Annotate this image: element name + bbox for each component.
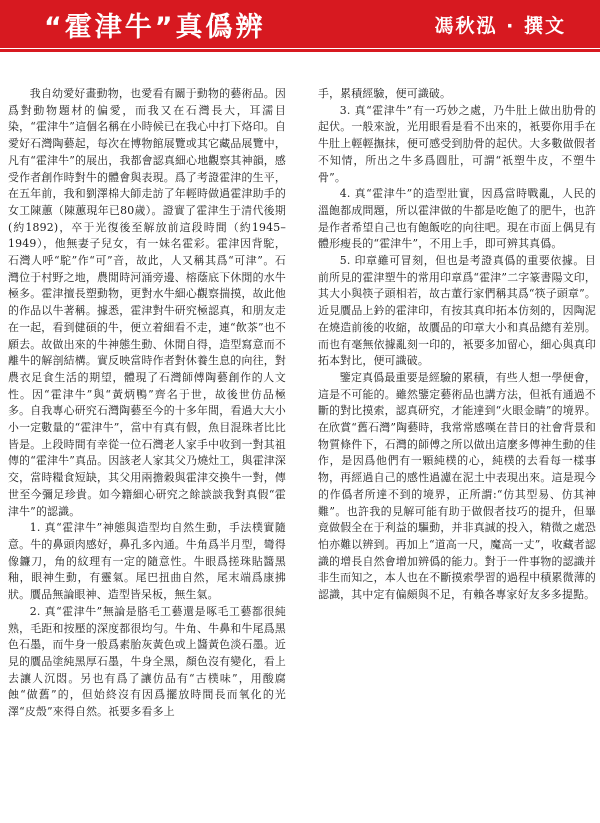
- paragraph-conclusion: 鑒定真僞最重要是經驗的累積，有些人想一學便會，這是不可能的。雖然鑒定藝術品也講方法，但祇有通過不斷的對比摸索，認真研究，才能達到“火眼金睛”的境界。在欣賞“舊石灣”陶藝時，我常常感嘆在昔日的社會背景和物質條件下，石灣的師傅之所以做出這麼多傳神生動的佳作，是因爲他們有一顆純樸的心，純樸的去看每一樣事物，再經過自己的感性過濾在泥土中表現出來。這是現今的作僞者所達不到的境界，正所謂:“仿其型易、仿其神難”。也許我的見解可能有助于做假者技巧的提升，但畢竟做假全在于利益的驅動，并非真誠的投入，精微之處恐怕亦難以辨到。再加上“道高一尺，魔高一丈”，收藏者認識的增長自然會增加辨僞的能力。對于一件事物的認識并非生而知之，本人也在不斷摸索學習的過程中積累微薄的認識，其中定有偏頗與不足，有賴各專家好友多多提點。: [318, 370, 596, 602]
- left-column: [8, 86, 286, 810]
- paragraph-point-5: 5. 印章雖可冒刻，但也是考證真僞的重要依據。目前所見的霍津塑牛的常用印章爲“霍津”二字篆書陽文印，其大小與筷子頭相若，故古董行家們稱其爲“筷子頭章”。近見贋品上鈐的霍津印，有按其真印拓本仿刻的，因陶泥在燒造前後的收縮，故贋品的印章大小和真品總有差別。而也有毫無依據亂刻一印的，衹要多加留心，細心與真印拓本對比，便可識破。: [318, 254, 596, 368]
- article-author: 馮秋泓 · 撰文: [434, 14, 566, 37]
- paragraph-point-3: 3. 真“霍津牛”有一巧妙之處，乃牛肚上做出肋骨的起伏。一般來說，光用眼看是看不出來的，衹要你用手在牛肚上輕輕撫抹，便可感受到肋骨的起伏。大多數做假者不知情，所出之牛多爲圓肚，可謂“祇塑牛皮，不塑牛骨”。: [318, 103, 596, 184]
- paragraph-point-2-cont: 手，累積經驗，便可識破。: [318, 87, 452, 100]
- article-title: “霍津牛”真僞辨: [44, 11, 266, 43]
- right-column: [318, 86, 596, 810]
- paragraph-point-1: 1. 真“霍津牛”神態與造型均自然生動，手法樸實隨意。牛的鼻頭肉感好，鼻孔多內通。牛角爲半月型，彎得像鐮刀，角的紋理有一定的隨意性。牛眼爲搓珠貼醬黑釉，眼神生動，有靈氣。尾巴扭曲自然，尾末端爲康拂狀。贋品無論眼神、造型皆呆板，無生氣。: [8, 521, 286, 602]
- header-banner: [0, 0, 600, 48]
- banner-stripe: [0, 49, 600, 52]
- paragraph-point-2: 2. 真“霍津牛”無論是胳毛工藝還是啄毛工藝都很純熟，毛距和按壓的深度都很均勻。牛角、牛鼻和牛尾爲黑色石墨，而牛身一般爲素胎灰黃色或上醬黃色淡石墨。近見的贋品塗純黑厚石墨，牛身全黑，顏色沒有變化，看上去讓人沉悶。另也有爲了讓仿品有“古樸味”，用酸腐蝕“做舊”的，但始終沒有因爲擺放時間長而氧化的光澤“皮殼”來得自然。祇要多看多上: [8, 604, 286, 719]
- paragraph-point-4: 4. 真“霍津牛”的造型壯實，因爲當時戰亂，人民的溫飽都成問題，所以霍津做的牛都是吃飽了的肥牛，也許是作者希望自己也有飽飯吃的向往吧。現在市面上偶見有體形瘦長的“霍津牛”，不用上手，即可辨其真僞。: [318, 187, 596, 251]
- article-body: [8, 86, 596, 810]
- paragraph-intro: 我自幼愛好畫動物，也愛看有關于動物的藝術品。因爲對動物題材的偏愛，而我又在石灣長大，耳濡目染，“霍津牛”這個名稱在小時候已在我心中打下烙印。自愛好石灣陶藝起，每次在博物館展覽或其它藏品展覽中，凡有“霍津牛”的展出，我都會認真細心地觀察其神韻，感受作者創作時對牛的體會與表現。爲了考證霍津的生平，在五年前，我和劉澤棉大師走訪了年輕時做過霍津助手的女工陳蕙（陳蕙現年已80歲）。證實了霍津生于清代後期(約1892)，卒于光復後至解放前這段時間（約1945–1949），他無妻子兒女，有一妹名霍彩。霍津因背駝，石灣人呼“駝”作“可”音，故此，人又稱其爲“可津”。石灣位于村野之地，農閒時河涌旁邊、榕蔭底下休閒的水牛極多。霍津擅長塑動物，更對水牛細心觀察揣摸，故此他的作品以牛著稱。據悉，霍津對牛研究極認真，和朋友走在一起，看到健碩的牛，便立着細看不走，連“飲茶”也不願去。故做出來的牛神態生動、休閒自得，造型寫意而不離牛的解剖結構。實反映當時作者對休養生息的向往，對農衣足食生活的期望，體現了石灣師傅陶藝創作的人文性。因“霍津牛”與“黃炳鴨”齊名于世，故後世仿品極多。自我專心研究石灣陶藝至今的十多年間，看過大大小小一定數量的“霍津牛”，當中有真有假，魚目混珠者比比皆是。上段時間有幸從一位石灣老人家手中收到一對其祖傳的“霍津牛”真品。因該老人家其父乃燒灶工，與霍津深交，當時糧食短缺，其父用兩擔穀與霍津交換牛一對，傳世至今彌足珍貴。如今籍細心研究之餘談談我對真假“霍津牛”的認識。: [8, 87, 286, 518]
